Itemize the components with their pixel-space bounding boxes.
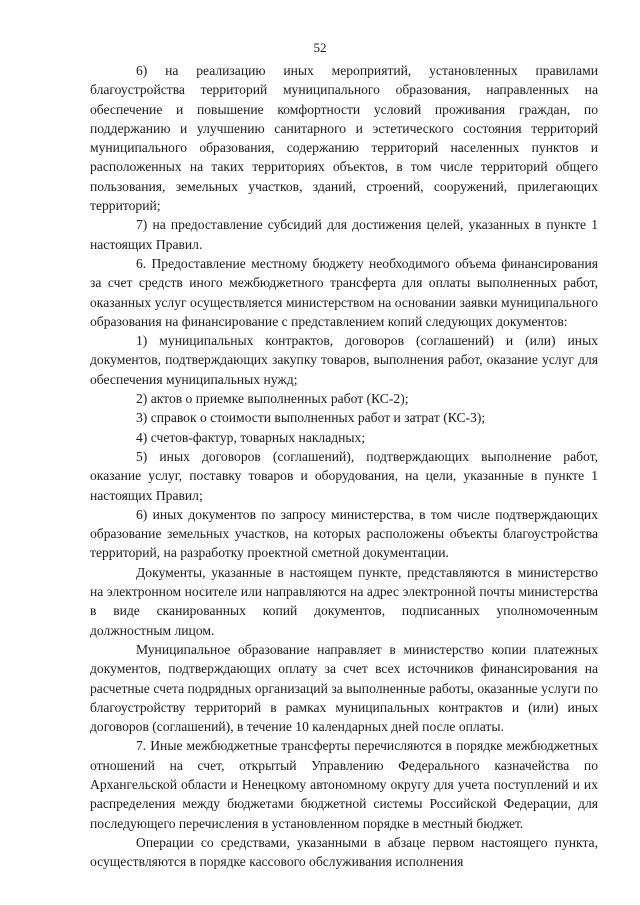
paragraph-payment-copies: Муниципальное образование направляет в министерство копии платежных документов, подтверждающих оплату за счет всех источников финансирования на расчетные счета подрядных организаций за выполненные работы, оказанные услуги по благоустройству территорий в рамках муниципальных контрактов и (или) иных договоров (соглашений), в течение 10 календарных дней после оплаты. [90,641,598,735]
paragraph-documents-submission: Документы, указанные в настоящем пункте, представляются в министерство на электронном носителе или направляются на адрес электронной почты министерства в виде сканированных копий документов, подписанных уполномоченным должностным лицом. [90,564,598,638]
page-number: 52 [313,40,327,55]
paragraph-clause-7: 7. Иные межбюджетные трансферты перечисляются в порядке межбюджетных отношений на счет, открытый Управлению Федерального казначейства по Архангельской области и Ненецкому автономному округу для учета поступлений и их распределения между бюджетами бюджетной системы Российской Федерации, для последующего перечисления в установленном порядке в местный бюджет. [90,738,598,831]
paragraph-doc-3: 3) справок о стоимости выполненных работ и затрат (КС-3); [136,410,486,426]
paragraph-operations: Операции со средствами, указанными в абзаце первом настоящего пункта, осуществляются в порядке кассового обслуживания исполнения [90,834,598,870]
document-body [90,61,598,871]
paragraph-item-7: 7) на предоставление субсидий для достижения целей, указанных в пункте 1 настоящих Правил. [90,217,598,252]
paragraph-item-6: 6) на реализацию иных мероприятий, установленных правилами благоустройства территорий муниципального образования, направленных на обеспечение и повышение комфортности условий проживания граждан, по поддержанию и улучшению санитарного и эстетического состояния территорий муниципального образования, содержанию территорий населенных пунктов и расположенных на таких территориях объектов, в том числе территорий общего пользования, земельных участков, зданий, строений, сооружений, прилегающих территорий; [90,63,598,214]
paragraph-clause-6: 6. Предоставление местному бюджету необходимого объема финансирования за счет средств иного межбюджетного трансферта для оплаты выполненных работ, оказанных услуг осуществляется министерством на основании заявки муниципального образования на финансирование с представлением копий следующих документов: [90,255,598,329]
paragraph-doc-5: 5) иных договоров (соглашений), подтверждающих выполнение работ, оказание услуг, поставку товаров и оборудования, на цели, указанные в пункте 1 настоящих Правил; [90,448,598,503]
paragraph-doc-4: 4) счетов-фактур, товарных накладных; [136,429,366,445]
paragraph-doc-1: 1) муниципальных контрактов, договоров (соглашений) и (или) иных документов, подтверждающих закупку товаров, выполнения работ, оказание услуг для обеспечения муниципальных нужд; [90,333,598,387]
paragraph-doc-2: 2) актов о приемке выполненных работ (КС-2); [136,391,409,407]
paragraph-doc-6: 6) иных документов по запросу министерства, в том числе подтверждающих образование земельных участков, на которых расположены объекты благоустройства территорий, на разработку проектной сметной документации. [90,506,598,561]
